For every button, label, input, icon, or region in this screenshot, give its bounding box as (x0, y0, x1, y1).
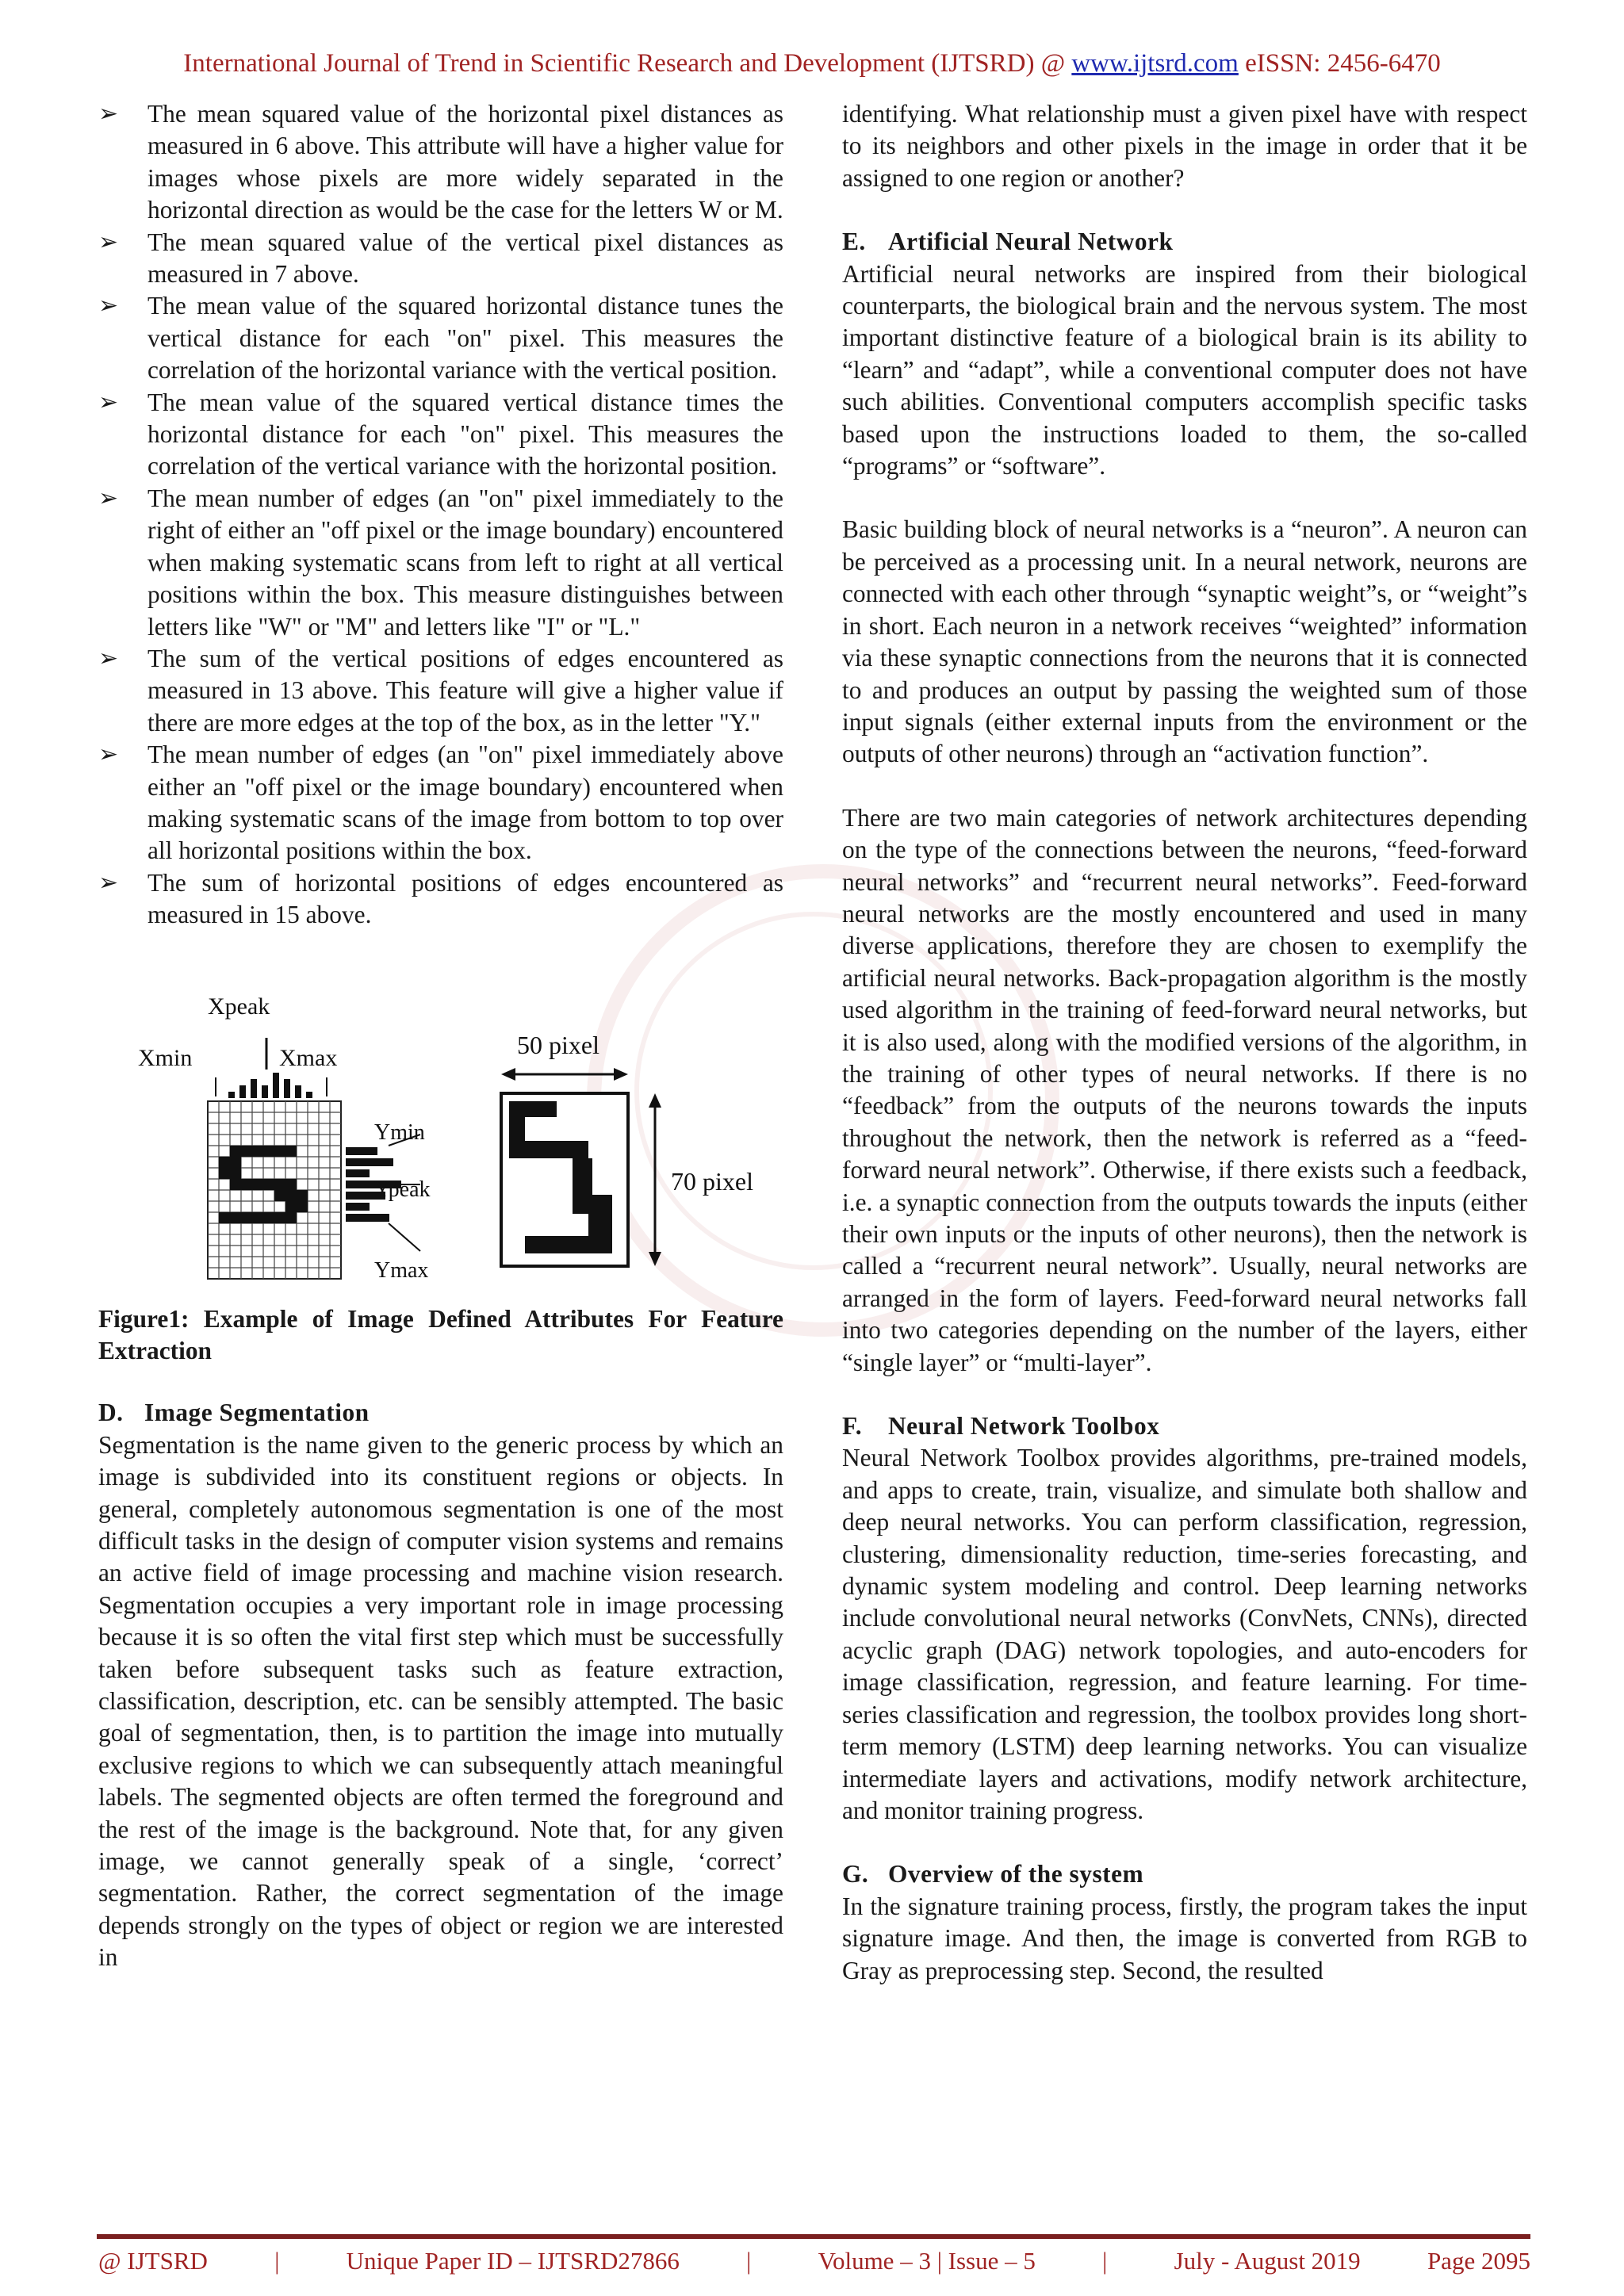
footer-sep: | (746, 2247, 752, 2275)
bullet-text: The mean squared value of the vertical pixel distances as measured in 7 above. (147, 228, 783, 289)
figure-label-ymin: Ymin (374, 1119, 425, 1145)
figure-caption: Figure1: Example of Image Defined Attributes For Feature Extraction (98, 1304, 783, 1364)
attribute-bullet-item (98, 643, 783, 739)
left-column (98, 98, 783, 1974)
section-f-letter: F. (842, 1412, 863, 1441)
binary-image-block (509, 1101, 557, 1117)
letter-pixel-block (230, 1179, 297, 1190)
section-d-heading (98, 1397, 783, 1429)
figure-label-height: 70 pixel (671, 1166, 753, 1196)
letter-pixel-block (285, 1201, 308, 1212)
section-e-title: Artificial Neural Network (888, 228, 1174, 256)
x-histogram-bar (306, 1092, 312, 1098)
y-histogram-bar (346, 1147, 377, 1155)
arrow-bullet-icon: ➢ (98, 484, 119, 512)
section-f-paragraph: Neural Network Toolbox provides algorithms, pre-trained models, and apps to create, train, visualize, and simulate both shallow and deep neural networks. You can perform classification, regression, clustering, dimensionality reduction, time-series forecasting, and dynamic system modeling and control. Deep learning networks include convolutional neural networks (ConvNets, CNNs), directed acyclic graph (DAG) network topologies, and auto-encoders for image classification, regression, and feature learning. For time-series classification and regression, the toolbox provides long short-term memory (LSTM) deep learning networks. You can visualize intermediate layers and activations, modify network architecture, and monitor training progress. (842, 1444, 1527, 1824)
section-f-heading (842, 1410, 1527, 1442)
section-d-letter: D. (98, 1399, 124, 1427)
arrow-bullet-icon: ➢ (98, 100, 119, 128)
arrow-bullet-icon: ➢ (98, 388, 119, 416)
figure-label-width: 50 pixel (517, 1030, 599, 1059)
x-histogram-bar (228, 1092, 235, 1098)
arrow-bullet-icon: ➢ (98, 868, 119, 897)
attribute-bullet-item (98, 739, 783, 867)
footer-sep: | (274, 2247, 280, 2275)
footer-journal: @ IJTSRD (98, 2247, 208, 2275)
letter-pixel-block (230, 1146, 297, 1157)
height-arrow-bottom (649, 1252, 661, 1266)
right-intro-paragraph: identifying. What relationship must a given pixel have with respect to its neighbors and other pixels in the image in order that it be assigned to one region or another? (842, 100, 1527, 192)
section-g-letter: G. (842, 1860, 869, 1888)
section-d-paragraph: Segmentation is the name given to the generic process by which an image is subdivided into its constituent regions or objects. In general, completely autonomous segmentation is one of the most difficult tasks in the design of computer vision systems and remains an active field of image processing and machine vision research. Segmentation occupies a very important role in image processing because it is so often the vital first step which must be successfully taken before subsequent tasks such as feature extraction, classification, description, etc. can be sensibly attempted. The basic goal of segmentation, then, is to partition the image into mutually exclusive regions to which we can subsequently attach meaningful labels. The segmented objects are often termed the foreground and the rest of the image is the background. Note that, for any given image, we cannot generally speak of a single, ‘correct’ segmentation. Rather, the correct segmentation of the image depends strongly on the types of object or region we are interested in (98, 1430, 783, 1972)
figure-label-xpeak: Xpeak (208, 993, 270, 1020)
letter-pixel-block (219, 1168, 241, 1179)
section-f-title: Neural Network Toolbox (888, 1412, 1160, 1441)
x-histogram-bar (262, 1085, 268, 1098)
section-e-heading (842, 226, 1527, 258)
width-arrow-left (501, 1068, 515, 1081)
x-histogram-bar (284, 1079, 290, 1098)
attribute-bullet-item (98, 98, 783, 227)
running-header (0, 49, 1624, 78)
page-footer (98, 2247, 1530, 2275)
section-g-heading (842, 1858, 1527, 1890)
binary-image-block (573, 1158, 592, 1198)
arrow-bullet-icon: ➢ (98, 740, 119, 769)
figure-label-ypeak: Ypeak (374, 1177, 431, 1202)
attribute-bullet-item (98, 483, 783, 643)
figure-1 (98, 966, 783, 1303)
y-histogram-bar (346, 1214, 389, 1222)
attribute-bullet-list (98, 98, 783, 932)
binary-image-block (525, 1236, 612, 1253)
arrow-bullet-icon: ➢ (98, 292, 119, 320)
section-e-paragraph-2: Basic building block of neural networks is a “neuron”. A neuron can be perceived as a processing unit. In a neural network, neurons are connected with each other through “synaptic weight”s, or “weight”s in short. Each neuron in a network receives “weighted” information via these synaptic connections from the neurons that it is connected to and produces an output by passing the weighted sum of those input signals (either external inputs from the environment or the outputs of other neurons) through an “activation function”. (842, 515, 1527, 768)
right-column (842, 98, 1527, 1987)
bullet-text: The mean number of edges (an "on" pixel immediately above either an "off pixel or the image boundary) encountered when making systematic scans of the image from bottom to top over all horizontal positions within the box. (147, 740, 783, 865)
footer-volume: Volume – 3 | Issue – 5 (818, 2247, 1036, 2275)
letter-pixel-block (274, 1190, 308, 1201)
header-url-link[interactable]: www.ijtsrd.com (1071, 49, 1239, 78)
x-histogram-bar (273, 1073, 279, 1098)
section-d-title: Image Segmentation (144, 1399, 370, 1427)
bullet-text: The mean value of the squared horizontal distance tunes the vertical distance for each "on" pixel. This measures the correlation of the horizontal variance with the vertical position. (147, 292, 783, 385)
arrow-bullet-icon: ➢ (98, 644, 119, 672)
section-e-paragraph-3: There are two main categories of network architectures depending on the type of the connections between the neurons, “feed-forward neural networks” and “recurrent neural networks”. Feed-forward neural networks are the mostly encountered and used in many diverse applications, therefore they are chosen to exemplify the artificial neural networks. Back-propagation algorithm is the mostly used algorithm in the training of feed-forward neural networks, but it is also used, along with the modified versions of the algorithm, in the training of other types of neural networks. If there is no “feedback” from the outputs of the neurons towards the inputs throughout the network, then the network is referred as a “feed-forward neural network”. Otherwise, if there exists such a feedback, i.e. a synaptic connection from the outputs towards the inputs (either their own inputs or the inputs of other neurons), then the network is called a “recurrent neural network”. Usually, neural networks are arranged in the form of layers. Feed-forward neural networks fall into two categories depending on the number of the layers, either “single layer” or “multi-layer”. (842, 803, 1527, 1376)
footer-paper-id: Unique Paper ID – IJTSRD27866 (346, 2247, 680, 2275)
section-g-title: Overview of the system (888, 1860, 1144, 1888)
attribute-bullet-item (98, 227, 783, 291)
bullet-text: The mean number of edges (an "on" pixel immediately to the right of either an "off pixel or the image boundary) encountered when making systematic scans from left to right at all vertical positions within the box. This measure distinguishes between letters like "W" or "M" and letters like "I" or "L." (147, 484, 783, 641)
x-histogram-bar (251, 1079, 257, 1098)
attribute-bullet-item (98, 867, 783, 932)
section-g-paragraph: In the signature training process, firstly, the program takes the input signature image. And then, the image is converted from RGB to Gray as preprocessing step. Second, the resulted (842, 1892, 1527, 1984)
bullet-text: The mean squared value of the horizontal pixel distances as measured in 6 above. This attribute will have a higher value for images whose pixels are more widely separated in the horizontal direction as would be the case for the letters W or M. (147, 100, 783, 224)
section-e-paragraph-1: Artificial neural networks are inspired from their biological counterparts, the biological brain and the nervous system. The most important distinctive feature of a biological brain is its ability to “learn” and “adapt”, while a conventional computer does not have such abilities. Conventional computers accomplish specific tasks based upon the instructions loaded to them, the so-called “programs” or “software”. (842, 259, 1527, 480)
footer-page: Page 2095 (1427, 2247, 1530, 2275)
bullet-text: The sum of the vertical positions of edges encountered as measured in 13 above. This feature will give a higher value if there are more edges at the top of the box, as in the letter "Y." (147, 644, 783, 737)
figure-label-xmax: Xmax (279, 1044, 338, 1071)
header-issn: eISSN: 2456-6470 (1238, 49, 1441, 78)
attribute-bullet-item (98, 290, 783, 386)
ymax-pointer (389, 1223, 420, 1251)
x-histogram-bar (295, 1085, 301, 1098)
binary-image-block (573, 1195, 612, 1214)
figure-1-image (98, 966, 783, 1303)
header-text: International Journal of Trend in Scientific Research and Development (IJTSRD) @ (183, 49, 1072, 78)
figure-label-xmin: Xmin (138, 1044, 193, 1071)
footer-sep: | (1102, 2247, 1108, 2275)
footer-rule (97, 2234, 1530, 2239)
y-histogram-bar (346, 1203, 370, 1211)
footer-date: July - August 2019 (1174, 2247, 1361, 2275)
width-arrow-right (614, 1068, 628, 1081)
y-histogram-bar (346, 1158, 393, 1166)
y-histogram-bar (346, 1169, 370, 1177)
figure-label-ymax: Ymax (374, 1257, 429, 1283)
bullet-text: The mean value of the squared vertical distance times the horizontal distance for each "on" pixel. This measures the correlation of the vertical variance with the horizontal position. (147, 388, 783, 480)
letter-pixel-block (219, 1157, 241, 1168)
letter-pixel-block (219, 1212, 297, 1223)
height-arrow-top (649, 1093, 661, 1108)
section-e-letter: E. (842, 228, 866, 256)
x-histogram-bar (239, 1085, 246, 1098)
binary-image-block (509, 1141, 588, 1158)
attribute-bullet-item (98, 387, 783, 483)
bullet-text: The sum of horizontal positions of edges encountered as measured in 15 above. (147, 868, 783, 929)
arrow-bullet-icon: ➢ (98, 228, 119, 256)
